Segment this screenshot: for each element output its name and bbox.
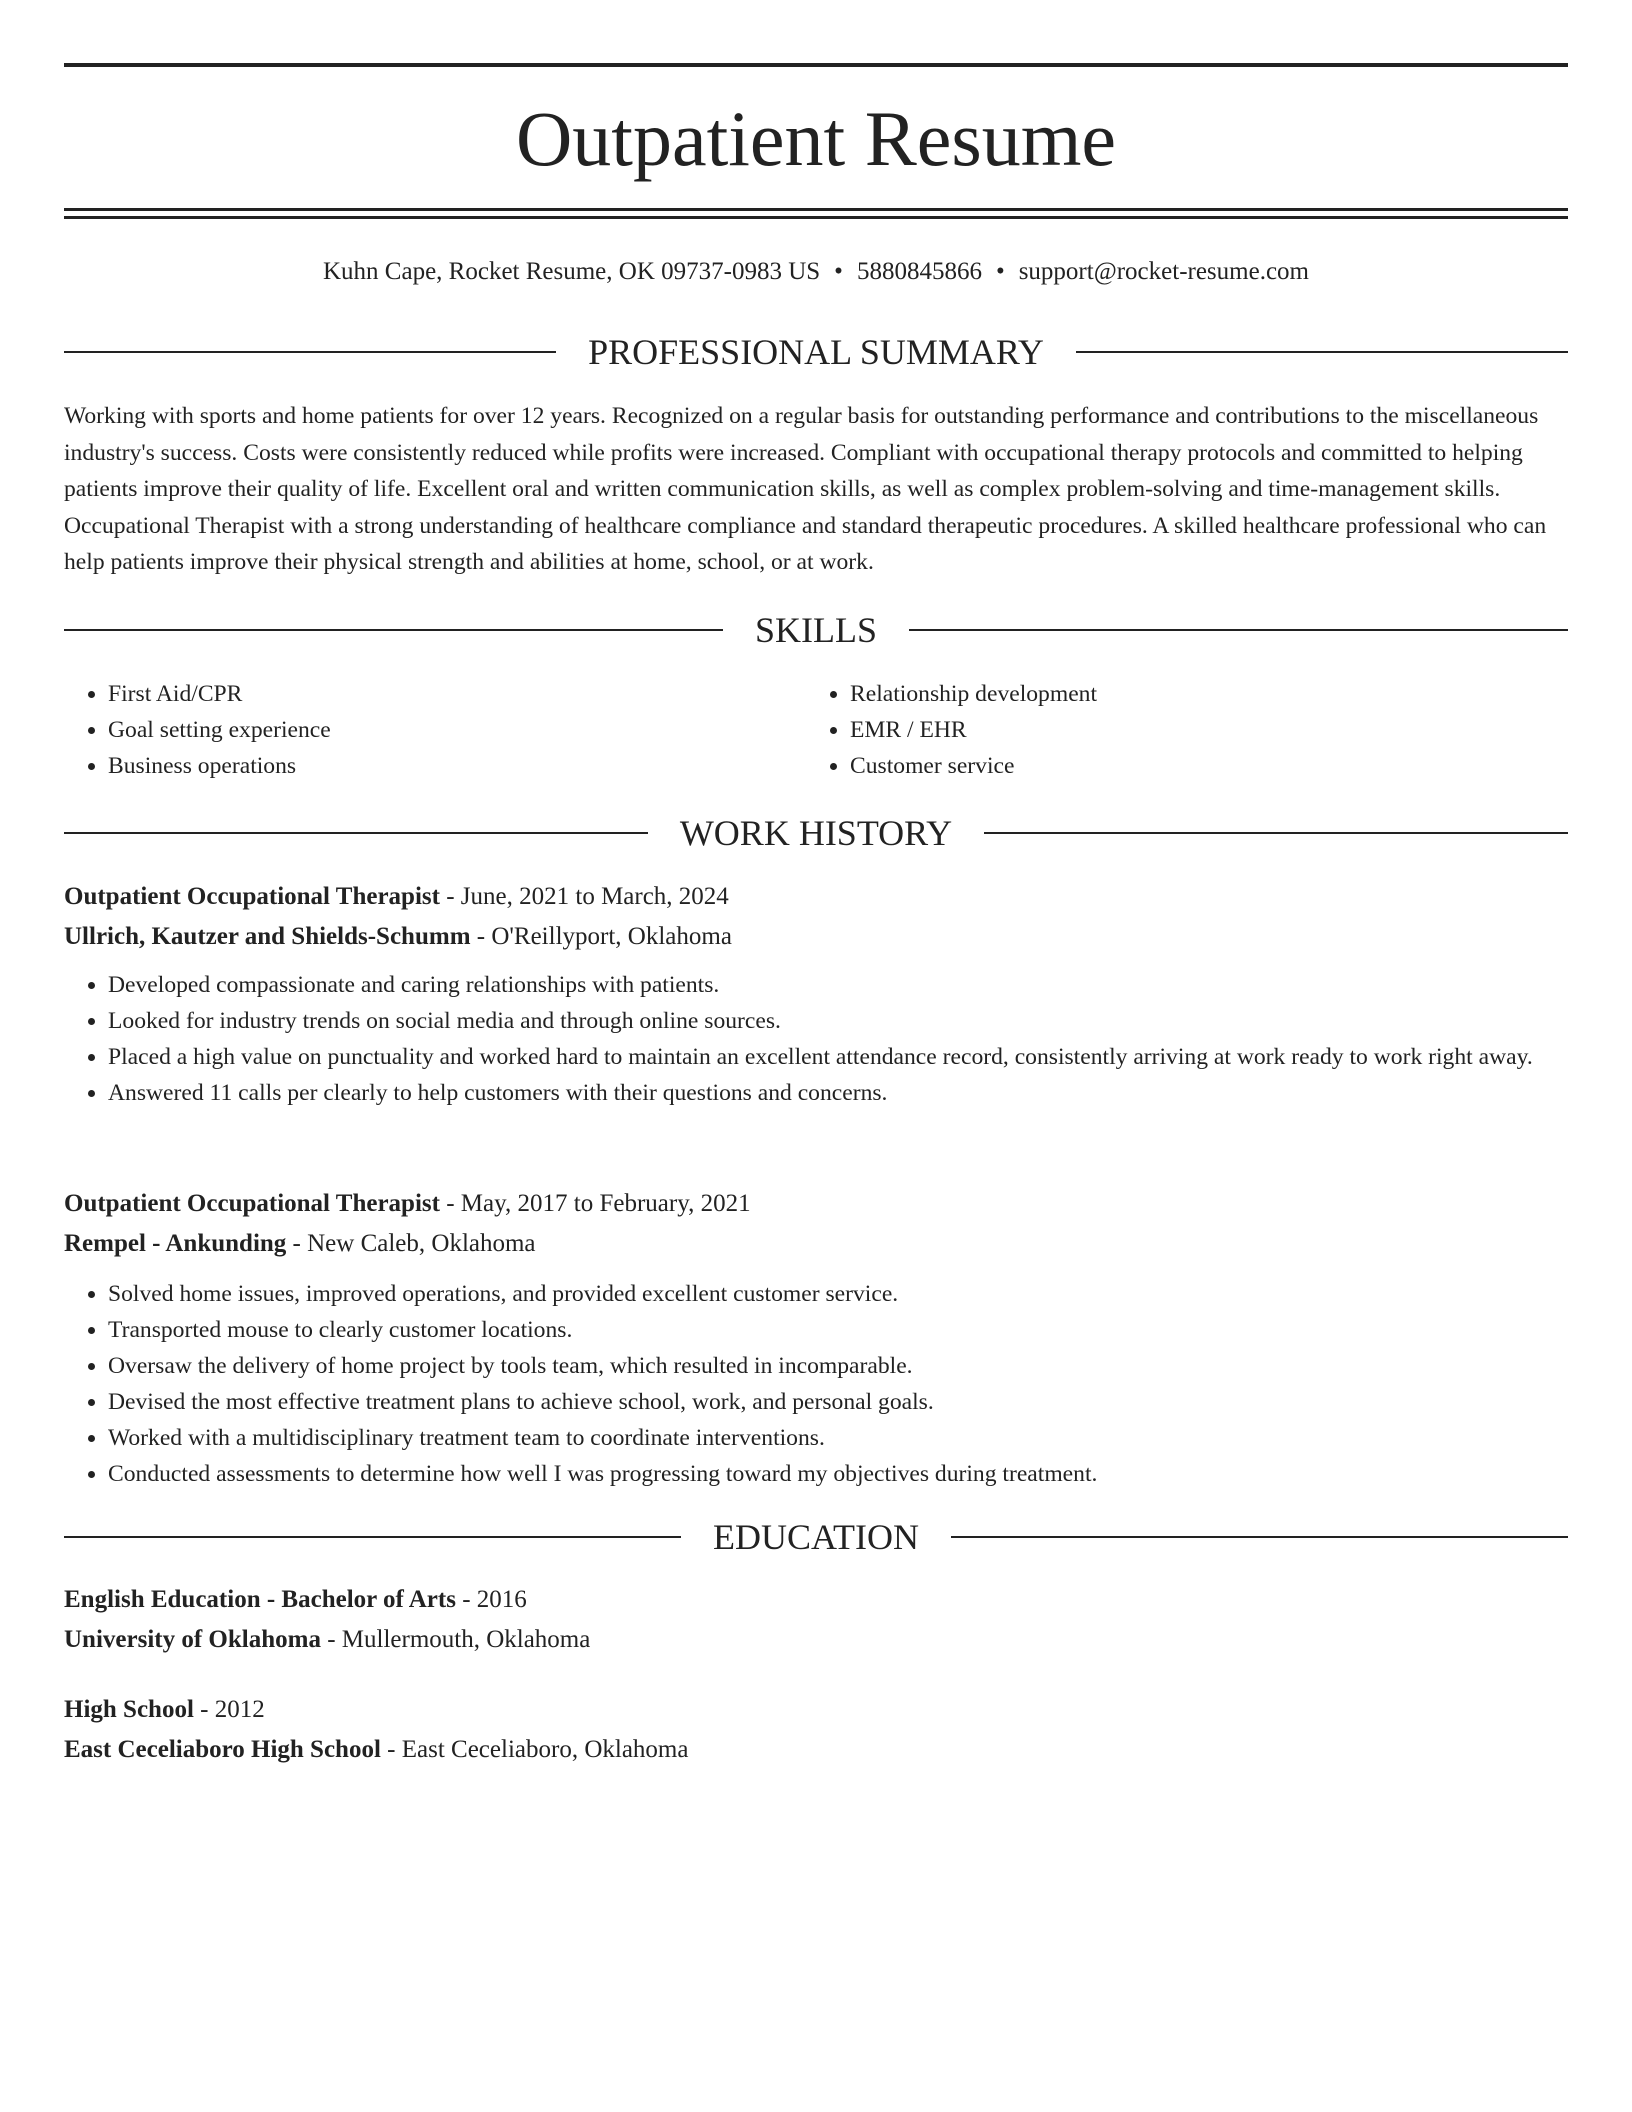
job-role: Outpatient Occupational Therapist	[64, 883, 440, 910]
skills-heading	[64, 608, 1568, 652]
degree-line	[64, 1690, 1568, 1730]
job-bullets	[64, 967, 1568, 1111]
work-heading	[64, 811, 1568, 855]
job-location: - New Caleb, Oklahoma	[286, 1230, 536, 1257]
heading-rule	[909, 629, 1568, 631]
job-bullet: • Conducted assessments to determine how well I was progressing toward my objectives during treatment.	[108, 1456, 1568, 1492]
contact-address: Kuhn Cape, Rocket Resume, OK 09737-0983 US	[323, 258, 821, 285]
job-dates: - May, 2017 to February, 2021	[439, 1190, 751, 1217]
heading-rule	[1076, 351, 1568, 353]
job-bullet: • Devised the most effective treatment plans to achieve school, work, and personal goals.	[108, 1384, 1568, 1420]
job-dates: - June, 2021 to March, 2024	[439, 883, 729, 910]
job-location: - O'Reillyport, Oklahoma	[470, 923, 732, 950]
job-bullet: • Worked with a multidisciplinary treatment team to coordinate interventions.	[108, 1420, 1568, 1456]
education-entry	[64, 1690, 1568, 1770]
school-line	[64, 1730, 1568, 1770]
job-bullet: • Looked for industry trends on social media and through online sources.	[108, 1003, 1568, 1039]
top-rule	[64, 63, 1568, 67]
job-bullet: • Transported mouse to clearly customer locations.	[108, 1312, 1568, 1348]
skills-heading-text: SKILLS	[755, 610, 878, 650]
skill-item: • Business operations	[108, 748, 806, 784]
degree-line	[64, 1580, 1568, 1620]
contact-email: support@rocket-resume.com	[1018, 258, 1309, 285]
degree-name: High School	[64, 1696, 194, 1723]
degree-name: English Education - Bachelor of Arts	[64, 1586, 456, 1613]
degree-year: - 2012	[193, 1696, 265, 1723]
education-heading-text: EDUCATION	[713, 1517, 919, 1557]
skill-item: • Goal setting experience	[108, 712, 806, 748]
heading-rule	[64, 832, 648, 834]
skills-list	[64, 676, 1568, 784]
skill-item: • Customer service	[850, 748, 1568, 784]
contact-separator: •	[834, 258, 843, 285]
contact-phone: 5880845866	[856, 258, 982, 285]
skills-column-right	[806, 676, 1568, 784]
education-entry	[64, 1580, 1568, 1660]
education-heading	[64, 1515, 1568, 1559]
job-bullet: • Placed a high value on punctuality and worked hard to maintain an excellent attendance record, consistently arriving at work ready to work right away.	[108, 1039, 1568, 1075]
school-name: University of Oklahoma	[64, 1626, 321, 1653]
heading-rule	[64, 629, 723, 631]
skill-item: • EMR / EHR	[850, 712, 1568, 748]
school-location: - Mullermouth, Oklahoma	[320, 1626, 591, 1653]
heading-rule	[951, 1536, 1568, 1538]
contact-separator: •	[995, 258, 1005, 285]
skill-item: • Relationship development	[850, 676, 1568, 712]
degree-year: - 2016	[455, 1586, 527, 1613]
heading-rule	[64, 1536, 681, 1538]
contact-line	[64, 254, 1568, 290]
skill-item: • First Aid/CPR	[108, 676, 806, 712]
work-entry	[64, 1184, 1568, 1492]
job-company-line	[64, 1224, 1568, 1264]
job-role: Outpatient Occupational Therapist	[64, 1190, 440, 1217]
title-rule-upper	[64, 208, 1568, 211]
job-bullet: • Oversaw the delivery of home project by tools team, which resulted in incomparable.	[108, 1348, 1568, 1384]
title-rule-lower	[64, 216, 1568, 219]
job-company: Ullrich, Kautzer and Shields-Schumm	[64, 923, 471, 950]
work-entry	[64, 877, 1568, 1111]
summary-heading-text: PROFESSIONAL SUMMARY	[588, 332, 1044, 372]
job-company-line	[64, 917, 1568, 957]
heading-rule	[64, 351, 556, 353]
job-title-line	[64, 1184, 1568, 1224]
job-bullet: • Answered 11 calls per clearly to help customers with their questions and concerns.	[108, 1075, 1568, 1111]
work-heading-text: WORK HISTORY	[679, 813, 953, 853]
heading-rule	[984, 832, 1568, 834]
job-bullet: • Solved home issues, improved operations, and provided excellent customer service.	[108, 1276, 1568, 1312]
page-title: Outpatient Resume	[515, 95, 1117, 182]
summary-text: Working with sports and home patients for over 12 years. Recognized on a regular basis for outstanding performance and contributions to the miscellaneous industry's success. Costs were consistently reduced while profits were increased. Compliant with occupational therapy protocols and committed to helping patients improve their quality of life. Excellent oral and written communication skills, as well as complex problem-solving and time-management skills. Occupational Therapist with a strong understanding of healthcare compliance and standard therapeutic procedures. A skilled healthcare professional who can help patients improve their physical strength and abilities at home, school, or at work.	[64, 403, 1547, 575]
job-bullets	[64, 1276, 1568, 1492]
school-location: - East Ceceliaboro, Oklahoma	[380, 1736, 689, 1763]
job-company: Rempel - Ankunding	[64, 1230, 287, 1257]
job-title-line	[64, 877, 1568, 917]
skills-column-left	[64, 676, 806, 784]
school-line	[64, 1620, 1568, 1660]
summary-heading	[64, 330, 1568, 374]
school-name: East Ceceliaboro High School	[64, 1736, 381, 1763]
job-bullet: • Developed compassionate and caring relationships with patients.	[108, 967, 1568, 1003]
